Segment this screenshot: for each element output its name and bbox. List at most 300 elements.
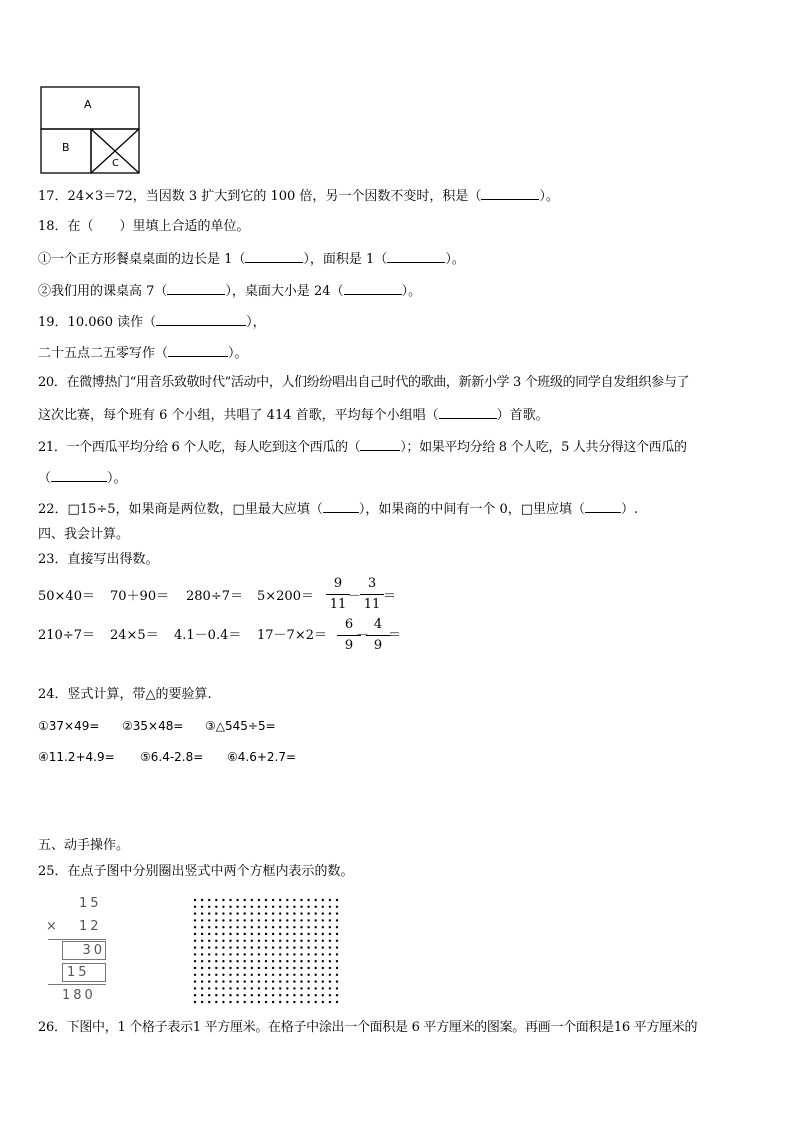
grid-dot (336, 933, 338, 935)
grid-dot (300, 940, 302, 942)
grid-dot (300, 946, 302, 948)
grid-dot (258, 912, 260, 914)
grid-dot (322, 974, 324, 976)
grid-dot (279, 926, 281, 928)
grid-dot (229, 980, 231, 982)
grid-dot (208, 953, 210, 955)
grid-dot (236, 974, 238, 976)
grid-dot (201, 967, 203, 969)
grid-dot (194, 946, 196, 948)
grid-dot (279, 940, 281, 942)
grid-dot (307, 980, 309, 982)
equals-sign: ＝ (383, 589, 397, 604)
grid-dot (215, 906, 217, 908)
grid-dot (322, 906, 324, 908)
grid-dot (222, 933, 224, 935)
grid-dot (300, 919, 302, 921)
grid-dot (329, 980, 331, 982)
calc-item: ⑤6.4-2.8= (140, 750, 204, 764)
grid-dot (322, 960, 324, 962)
grid-dot (315, 899, 317, 901)
grid-dot (229, 953, 231, 955)
grid-dot (194, 974, 196, 976)
grid-dot (272, 906, 274, 908)
grid-dot (307, 974, 309, 976)
grid-dot (215, 987, 217, 989)
grid-dot (194, 953, 196, 955)
grid-dot (286, 987, 288, 989)
grid-dot (194, 987, 196, 989)
grid-dot (265, 960, 267, 962)
grid-dot (229, 960, 231, 962)
grid-dot (322, 899, 324, 901)
grid-dot (329, 906, 331, 908)
grid-dot (329, 946, 331, 948)
grid-dot (194, 912, 196, 914)
figure-label-b: B (62, 141, 70, 154)
grid-dot (222, 912, 224, 914)
grid-dot (201, 953, 203, 955)
grid-dot (322, 967, 324, 969)
grid-dot (258, 919, 260, 921)
grid-dot (244, 906, 246, 908)
grid-dot (258, 967, 260, 969)
grid-dot (315, 906, 317, 908)
grid-dot (286, 926, 288, 928)
grid-dot (336, 899, 338, 901)
grid-dot (201, 987, 203, 989)
grid-dot (300, 906, 302, 908)
answer-blank[interactable] (168, 344, 228, 357)
grid-dot (293, 906, 295, 908)
grid-dot (286, 994, 288, 996)
figure-label-a: A (84, 98, 92, 111)
grid-dot (265, 994, 267, 996)
grid-dot (222, 953, 224, 955)
grid-dot (229, 967, 231, 969)
vertical-multiplication: 15 × 12 30 15 180 (46, 896, 105, 1003)
grid-dot (300, 960, 302, 962)
grid-dot (201, 960, 203, 962)
grid-dot (265, 967, 267, 969)
grid-dot (208, 987, 210, 989)
answer-blank[interactable] (245, 250, 303, 263)
grid-dot (293, 994, 295, 996)
calc-item: ①37×49= (38, 719, 100, 733)
grid-dot (215, 960, 217, 962)
grid-dot (244, 912, 246, 914)
grid-dot (329, 926, 331, 928)
grid-dot (194, 926, 196, 928)
calc-item: ③△545÷5= (205, 719, 276, 733)
grid-dot (286, 933, 288, 935)
grid-dot (194, 919, 196, 921)
question-18-item-1: ①一个正方形餐桌桌面的边长是 1（ ），面积是 1（ ）。 (38, 252, 465, 267)
grid-dot (251, 899, 253, 901)
grid-dot (329, 987, 331, 989)
grid-dot (208, 994, 210, 996)
grid-dot (322, 994, 324, 996)
grid-dot (201, 1001, 203, 1003)
grid-dot (293, 987, 295, 989)
grid-dot (258, 953, 260, 955)
grid-dot (272, 1001, 274, 1003)
grid-dot (236, 912, 238, 914)
grid-dot (258, 960, 260, 962)
grid-dot (336, 926, 338, 928)
grid-dot (194, 967, 196, 969)
grid-dot (258, 987, 260, 989)
grid-dot (279, 960, 281, 962)
question-18-title: 18．在（ ）里填上合适的单位。 (38, 219, 250, 234)
grid-dot (293, 899, 295, 901)
answer-blank[interactable] (156, 313, 246, 326)
question-19-line-2: 二十五点二五零写作（ ）。 (38, 346, 248, 361)
grid-dot (322, 912, 324, 914)
question-23-title: 23．直接写出得数。 (38, 552, 159, 567)
grid-dot (215, 899, 217, 901)
grid-dot (336, 960, 338, 962)
grid-dot (336, 994, 338, 996)
grid-dot (236, 940, 238, 942)
question-17: 17．24×3＝72，当因数 3 扩大到它的 100 倍，另一个因数不变时，积是（ ）。 (38, 189, 559, 204)
question-21-line-1: 21．一个西瓜平均分给 6 个人吃，每人吃到这个西瓜的（ ）；如果平均分给 8 个人吃，5 人共分得这个西瓜的 (38, 440, 687, 455)
grid-dot (329, 967, 331, 969)
grid-dot (300, 974, 302, 976)
grid-dot (293, 967, 295, 969)
grid-dot (201, 899, 203, 901)
calc-item: 70＋90＝ (110, 589, 170, 604)
grid-dot (279, 953, 281, 955)
grid-dot (286, 912, 288, 914)
grid-dot (279, 906, 281, 908)
grid-dot (194, 960, 196, 962)
grid-dot (272, 994, 274, 996)
grid-dot (265, 987, 267, 989)
answer-blank[interactable] (323, 500, 359, 513)
minus-sign: － (356, 628, 370, 643)
grid-dot (236, 1001, 238, 1003)
grid-dot (307, 1001, 309, 1003)
grid-dot (293, 960, 295, 962)
grid-dot (336, 946, 338, 948)
grid-dot (336, 940, 338, 942)
grid-dot (300, 994, 302, 996)
grid-dot (215, 919, 217, 921)
grid-dot (244, 899, 246, 901)
grid-dot (307, 919, 309, 921)
grid-dot (322, 940, 324, 942)
grid-dot (222, 1001, 224, 1003)
grid-dot (244, 967, 246, 969)
grid-dot (315, 1001, 317, 1003)
area-figure (40, 86, 140, 174)
grid-dot (286, 953, 288, 955)
grid-dot (215, 940, 217, 942)
figure-label-c: C (112, 158, 119, 169)
grid-dot (215, 912, 217, 914)
grid-dot (215, 994, 217, 996)
grid-dot (329, 974, 331, 976)
grid-dot (272, 960, 274, 962)
grid-dot (300, 953, 302, 955)
question-20-line-1: 20．在微博热门“用音乐致敬时代”活动中，人们纷纷唱出自己时代的歌曲，新新小学 3 个班级的同学自发组织参与了 (38, 375, 690, 390)
grid-dot (286, 919, 288, 921)
grid-dot (229, 933, 231, 935)
grid-dot (322, 953, 324, 955)
calc-item: ⑥4.6+2.7= (227, 750, 297, 764)
grid-dot (336, 906, 338, 908)
grid-dot (279, 987, 281, 989)
grid-dot (201, 933, 203, 935)
grid-dot (300, 933, 302, 935)
grid-dot (194, 933, 196, 935)
grid-dot (336, 953, 338, 955)
grid-dot (272, 967, 274, 969)
calc-item: 280÷7＝ (186, 589, 243, 604)
answer-blank[interactable] (167, 282, 225, 295)
question-22: 22．□15÷5，如果商是两位数，□里最大应填（ ），如果商的中间有一个 0，□里应填（ ）. (38, 502, 639, 517)
grid-dot (272, 899, 274, 901)
grid-dot (307, 940, 309, 942)
grid-dot (307, 967, 309, 969)
answer-blank[interactable] (439, 406, 497, 419)
grid-dot (201, 926, 203, 928)
grid-dot (201, 919, 203, 921)
grid-dot (286, 940, 288, 942)
grid-dot (208, 980, 210, 982)
grid-dot (315, 926, 317, 928)
equals-sign: ＝ (388, 628, 402, 643)
grid-dot (244, 994, 246, 996)
grid-dot (222, 940, 224, 942)
grid-dot (236, 906, 238, 908)
fraction: 6 9 (337, 617, 361, 654)
grid-dot (208, 933, 210, 935)
grid-dot (279, 1001, 281, 1003)
grid-dot (244, 974, 246, 976)
grid-dot (329, 1001, 331, 1003)
grid-dot (229, 987, 231, 989)
grid-dot (208, 906, 210, 908)
grid-dot (229, 906, 231, 908)
grid-dot (258, 926, 260, 928)
question-18-item-2: ②我们用的课桌高 7（ ），桌面大小是 24（ ）。 (38, 284, 422, 299)
fraction: 4 9 (366, 617, 390, 654)
grid-dot (293, 912, 295, 914)
box-15: 15 (62, 963, 106, 982)
grid-dot (236, 946, 238, 948)
grid-dot (229, 912, 231, 914)
grid-dot (215, 980, 217, 982)
grid-dot (258, 933, 260, 935)
grid-dot (307, 933, 309, 935)
grid-dot (293, 940, 295, 942)
answer-blank[interactable] (360, 438, 400, 451)
grid-dot (329, 960, 331, 962)
question-21-line-2: （ ）。 (38, 471, 127, 486)
grid-dot (286, 974, 288, 976)
grid-dot (251, 960, 253, 962)
answer-blank[interactable] (344, 282, 402, 295)
grid-dot (229, 940, 231, 942)
grid-dot (293, 953, 295, 955)
grid-dot (251, 940, 253, 942)
grid-dot (322, 1001, 324, 1003)
grid-dot (208, 967, 210, 969)
grid-dot (286, 960, 288, 962)
grid-dot (208, 912, 210, 914)
grid-dot (329, 912, 331, 914)
grid-dot (215, 946, 217, 948)
grid-dot (272, 940, 274, 942)
grid-dot (222, 974, 224, 976)
grid-dot (293, 926, 295, 928)
grid-dot (265, 899, 267, 901)
grid-dot (194, 980, 196, 982)
grid-dot (300, 899, 302, 901)
grid-dot (265, 946, 267, 948)
grid-dot (208, 899, 210, 901)
dot-grid[interactable] (192, 897, 342, 1007)
grid-dot (208, 974, 210, 976)
grid-dot (272, 987, 274, 989)
grid-dot (251, 974, 253, 976)
grid-dot (300, 1001, 302, 1003)
grid-dot (272, 912, 274, 914)
grid-dot (258, 974, 260, 976)
question-25-title: 25．在点子图中分别圈出竖式中两个方框内表示的数。 (38, 864, 354, 879)
box-30: 30 (62, 941, 106, 960)
grid-dot (315, 940, 317, 942)
grid-dot (279, 899, 281, 901)
grid-dot (215, 967, 217, 969)
grid-dot (258, 906, 260, 908)
grid-dot (315, 912, 317, 914)
section-4-heading: 四、我会计算。 (38, 527, 130, 542)
grid-dot (251, 953, 253, 955)
grid-dot (251, 987, 253, 989)
grid-dot (279, 980, 281, 982)
grid-dot (293, 974, 295, 976)
calc-item: ④11.2+4.9= (38, 750, 115, 764)
grid-dot (322, 933, 324, 935)
grid-dot (272, 953, 274, 955)
minus-sign: － (348, 589, 362, 604)
grid-dot (258, 980, 260, 982)
grid-dot (251, 1001, 253, 1003)
grid-dot (307, 912, 309, 914)
question-20-line-2: 这次比赛，每个班有 6 个小组，共唱了 414 首歌，平均每个小组唱（ ）首歌。 (38, 408, 549, 423)
section-5-heading: 五、动手操作。 (38, 838, 130, 853)
grid-dot (279, 933, 281, 935)
grid-dot (251, 967, 253, 969)
grid-dot (265, 912, 267, 914)
grid-dot (236, 899, 238, 901)
grid-dot (222, 919, 224, 921)
grid-dot (272, 980, 274, 982)
grid-dot (293, 933, 295, 935)
grid-dot (236, 987, 238, 989)
grid-dot (336, 919, 338, 921)
grid-dot (236, 994, 238, 996)
grid-dot (251, 919, 253, 921)
grid-dot (322, 919, 324, 921)
grid-dot (222, 899, 224, 901)
grid-dot (215, 1001, 217, 1003)
grid-dot (244, 940, 246, 942)
calc-item: 210÷7＝ (38, 628, 95, 643)
grid-dot (208, 946, 210, 948)
grid-dot (307, 953, 309, 955)
grid-dot (336, 967, 338, 969)
grid-dot (286, 899, 288, 901)
answer-blank[interactable] (585, 500, 621, 513)
grid-dot (272, 919, 274, 921)
answer-blank[interactable] (51, 469, 107, 482)
grid-dot (293, 980, 295, 982)
grid-dot (279, 974, 281, 976)
grid-dot (315, 980, 317, 982)
calc-item: 24×5＝ (110, 628, 159, 643)
answer-blank[interactable] (481, 187, 539, 200)
grid-dot (279, 912, 281, 914)
grid-dot (244, 933, 246, 935)
grid-dot (229, 926, 231, 928)
grid-dot (265, 980, 267, 982)
grid-dot (322, 980, 324, 982)
grid-dot (251, 946, 253, 948)
grid-dot (222, 906, 224, 908)
question-19-line-1: 19．10.060 读作（ ）， (38, 315, 266, 330)
calc-item: 50×40＝ (38, 589, 95, 604)
grid-dot (307, 946, 309, 948)
grid-dot (236, 919, 238, 921)
grid-dot (251, 906, 253, 908)
grid-dot (258, 940, 260, 942)
grid-dot (293, 1001, 295, 1003)
grid-dot (201, 906, 203, 908)
grid-dot (336, 1001, 338, 1003)
grid-dot (229, 919, 231, 921)
grid-dot (244, 919, 246, 921)
grid-dot (265, 974, 267, 976)
grid-dot (315, 987, 317, 989)
grid-dot (329, 953, 331, 955)
grid-dot (251, 933, 253, 935)
grid-dot (201, 974, 203, 976)
grid-dot (315, 953, 317, 955)
grid-dot (329, 994, 331, 996)
grid-dot (229, 946, 231, 948)
grid-dot (208, 926, 210, 928)
grid-dot (208, 1001, 210, 1003)
grid-dot (307, 926, 309, 928)
grid-dot (322, 987, 324, 989)
grid-dot (286, 1001, 288, 1003)
grid-dot (272, 974, 274, 976)
grid-dot (265, 1001, 267, 1003)
grid-dot (222, 960, 224, 962)
grid-dot (315, 919, 317, 921)
grid-dot (279, 919, 281, 921)
answer-blank[interactable] (387, 250, 445, 263)
grid-dot (286, 967, 288, 969)
grid-dot (300, 980, 302, 982)
grid-dot (236, 933, 238, 935)
grid-dot (293, 919, 295, 921)
grid-dot (329, 933, 331, 935)
